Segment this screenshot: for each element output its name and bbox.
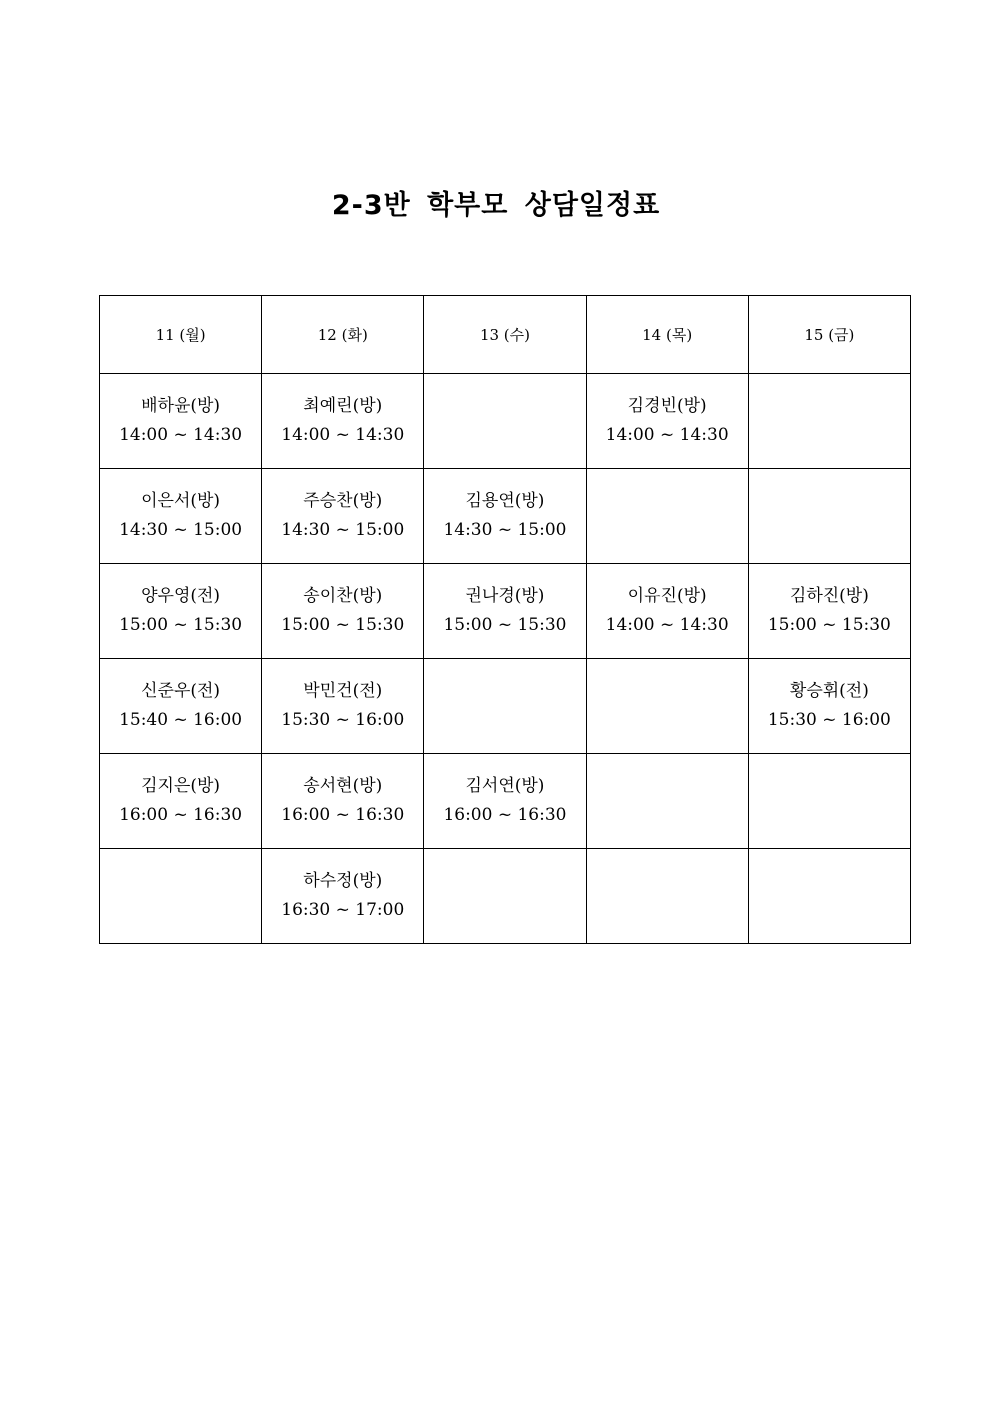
- schedule-cell: [100, 754, 262, 849]
- time-slot: 16:30 ~ 17:00: [281, 900, 405, 920]
- table-row: [100, 469, 911, 564]
- student-name: 주승찬(방): [303, 491, 383, 511]
- schedule-cell: [424, 564, 586, 659]
- schedule-cell: [262, 849, 424, 944]
- time-slot: 14:30 ~ 15:00: [119, 520, 243, 540]
- schedule-cell: [262, 659, 424, 754]
- schedule-cell: [262, 469, 424, 564]
- student-name: 황승휘(전): [789, 681, 869, 701]
- table-row: [100, 564, 911, 659]
- schedule-cell: [424, 659, 586, 754]
- student-name: 송서현(방): [303, 776, 383, 796]
- student-name: 송이찬(방): [303, 586, 383, 606]
- time-slot: 14:00 ~ 14:30: [605, 615, 729, 635]
- time-slot: 14:00 ~ 14:30: [119, 425, 243, 445]
- student-name: 김서연(방): [465, 776, 545, 796]
- student-name: 김용연(방): [465, 491, 545, 511]
- schedule-cell: [424, 374, 586, 469]
- schedule-cell: [100, 564, 262, 659]
- day-header-wed: 13 (수): [424, 296, 586, 374]
- time-slot: 16:00 ~ 16:30: [281, 805, 405, 825]
- student-name: 최예린(방): [303, 396, 383, 416]
- student-name: 양우영(전): [141, 586, 221, 606]
- schedule-cell: [586, 754, 748, 849]
- schedule-cell: [748, 374, 910, 469]
- student-name: 신준우(전): [141, 681, 221, 701]
- time-slot: 15:00 ~ 15:30: [119, 615, 243, 635]
- table-row: [100, 754, 911, 849]
- table-row: [100, 374, 911, 469]
- day-header-thu: 14 (목): [586, 296, 748, 374]
- time-slot: 14:00 ~ 14:30: [605, 425, 729, 445]
- schedule-cell: [100, 849, 262, 944]
- schedule-cell: [586, 564, 748, 659]
- schedule-cell: [100, 374, 262, 469]
- schedule-cell: [424, 849, 586, 944]
- page-title: 2-3반 학부모 상담일정표: [331, 190, 661, 221]
- schedule-cell: [586, 374, 748, 469]
- schedule-cell: [586, 659, 748, 754]
- schedule-cell: [100, 659, 262, 754]
- time-slot: 14:30 ~ 15:00: [443, 520, 567, 540]
- schedule-cell: [586, 469, 748, 564]
- student-name: 박민건(전): [303, 681, 383, 701]
- time-slot: 16:00 ~ 16:30: [443, 805, 567, 825]
- schedule-cell: [586, 849, 748, 944]
- time-slot: 15:00 ~ 15:30: [767, 615, 891, 635]
- day-header-mon: 11 (월): [100, 296, 262, 374]
- schedule-cell: [262, 754, 424, 849]
- table-header-row: [100, 296, 911, 374]
- time-slot: 15:30 ~ 16:00: [767, 710, 891, 730]
- time-slot: 15:00 ~ 15:30: [443, 615, 567, 635]
- time-slot: 14:30 ~ 15:00: [281, 520, 405, 540]
- time-slot: 15:40 ~ 16:00: [119, 710, 243, 730]
- time-slot: 16:00 ~ 16:30: [119, 805, 243, 825]
- student-name: 김하진(방): [789, 586, 869, 606]
- student-name: 권나경(방): [465, 586, 545, 606]
- student-name: 배하윤(방): [141, 396, 221, 416]
- schedule-cell: [262, 564, 424, 659]
- schedule-cell: [748, 754, 910, 849]
- day-header-tue: 12 (화): [262, 296, 424, 374]
- table-row: [100, 659, 911, 754]
- schedule-cell: [748, 564, 910, 659]
- day-header-fri: 15 (금): [748, 296, 910, 374]
- student-name: 김지은(방): [141, 776, 221, 796]
- schedule-cell: [100, 469, 262, 564]
- time-slot: 15:00 ~ 15:30: [281, 615, 405, 635]
- schedule-cell: [748, 659, 910, 754]
- schedule-cell: [262, 374, 424, 469]
- time-slot: 14:00 ~ 14:30: [281, 425, 405, 445]
- student-name: 하수정(방): [303, 871, 383, 891]
- schedule-cell: [748, 849, 910, 944]
- schedule-cell: [424, 754, 586, 849]
- schedule-table: [99, 295, 911, 944]
- student-name: 이은서(방): [141, 491, 221, 511]
- student-name: 김경빈(방): [627, 396, 707, 416]
- student-name: 이유진(방): [627, 586, 707, 606]
- time-slot: 15:30 ~ 16:00: [281, 710, 405, 730]
- table-row: [100, 849, 911, 944]
- schedule-cell: [748, 469, 910, 564]
- schedule-cell: [424, 469, 586, 564]
